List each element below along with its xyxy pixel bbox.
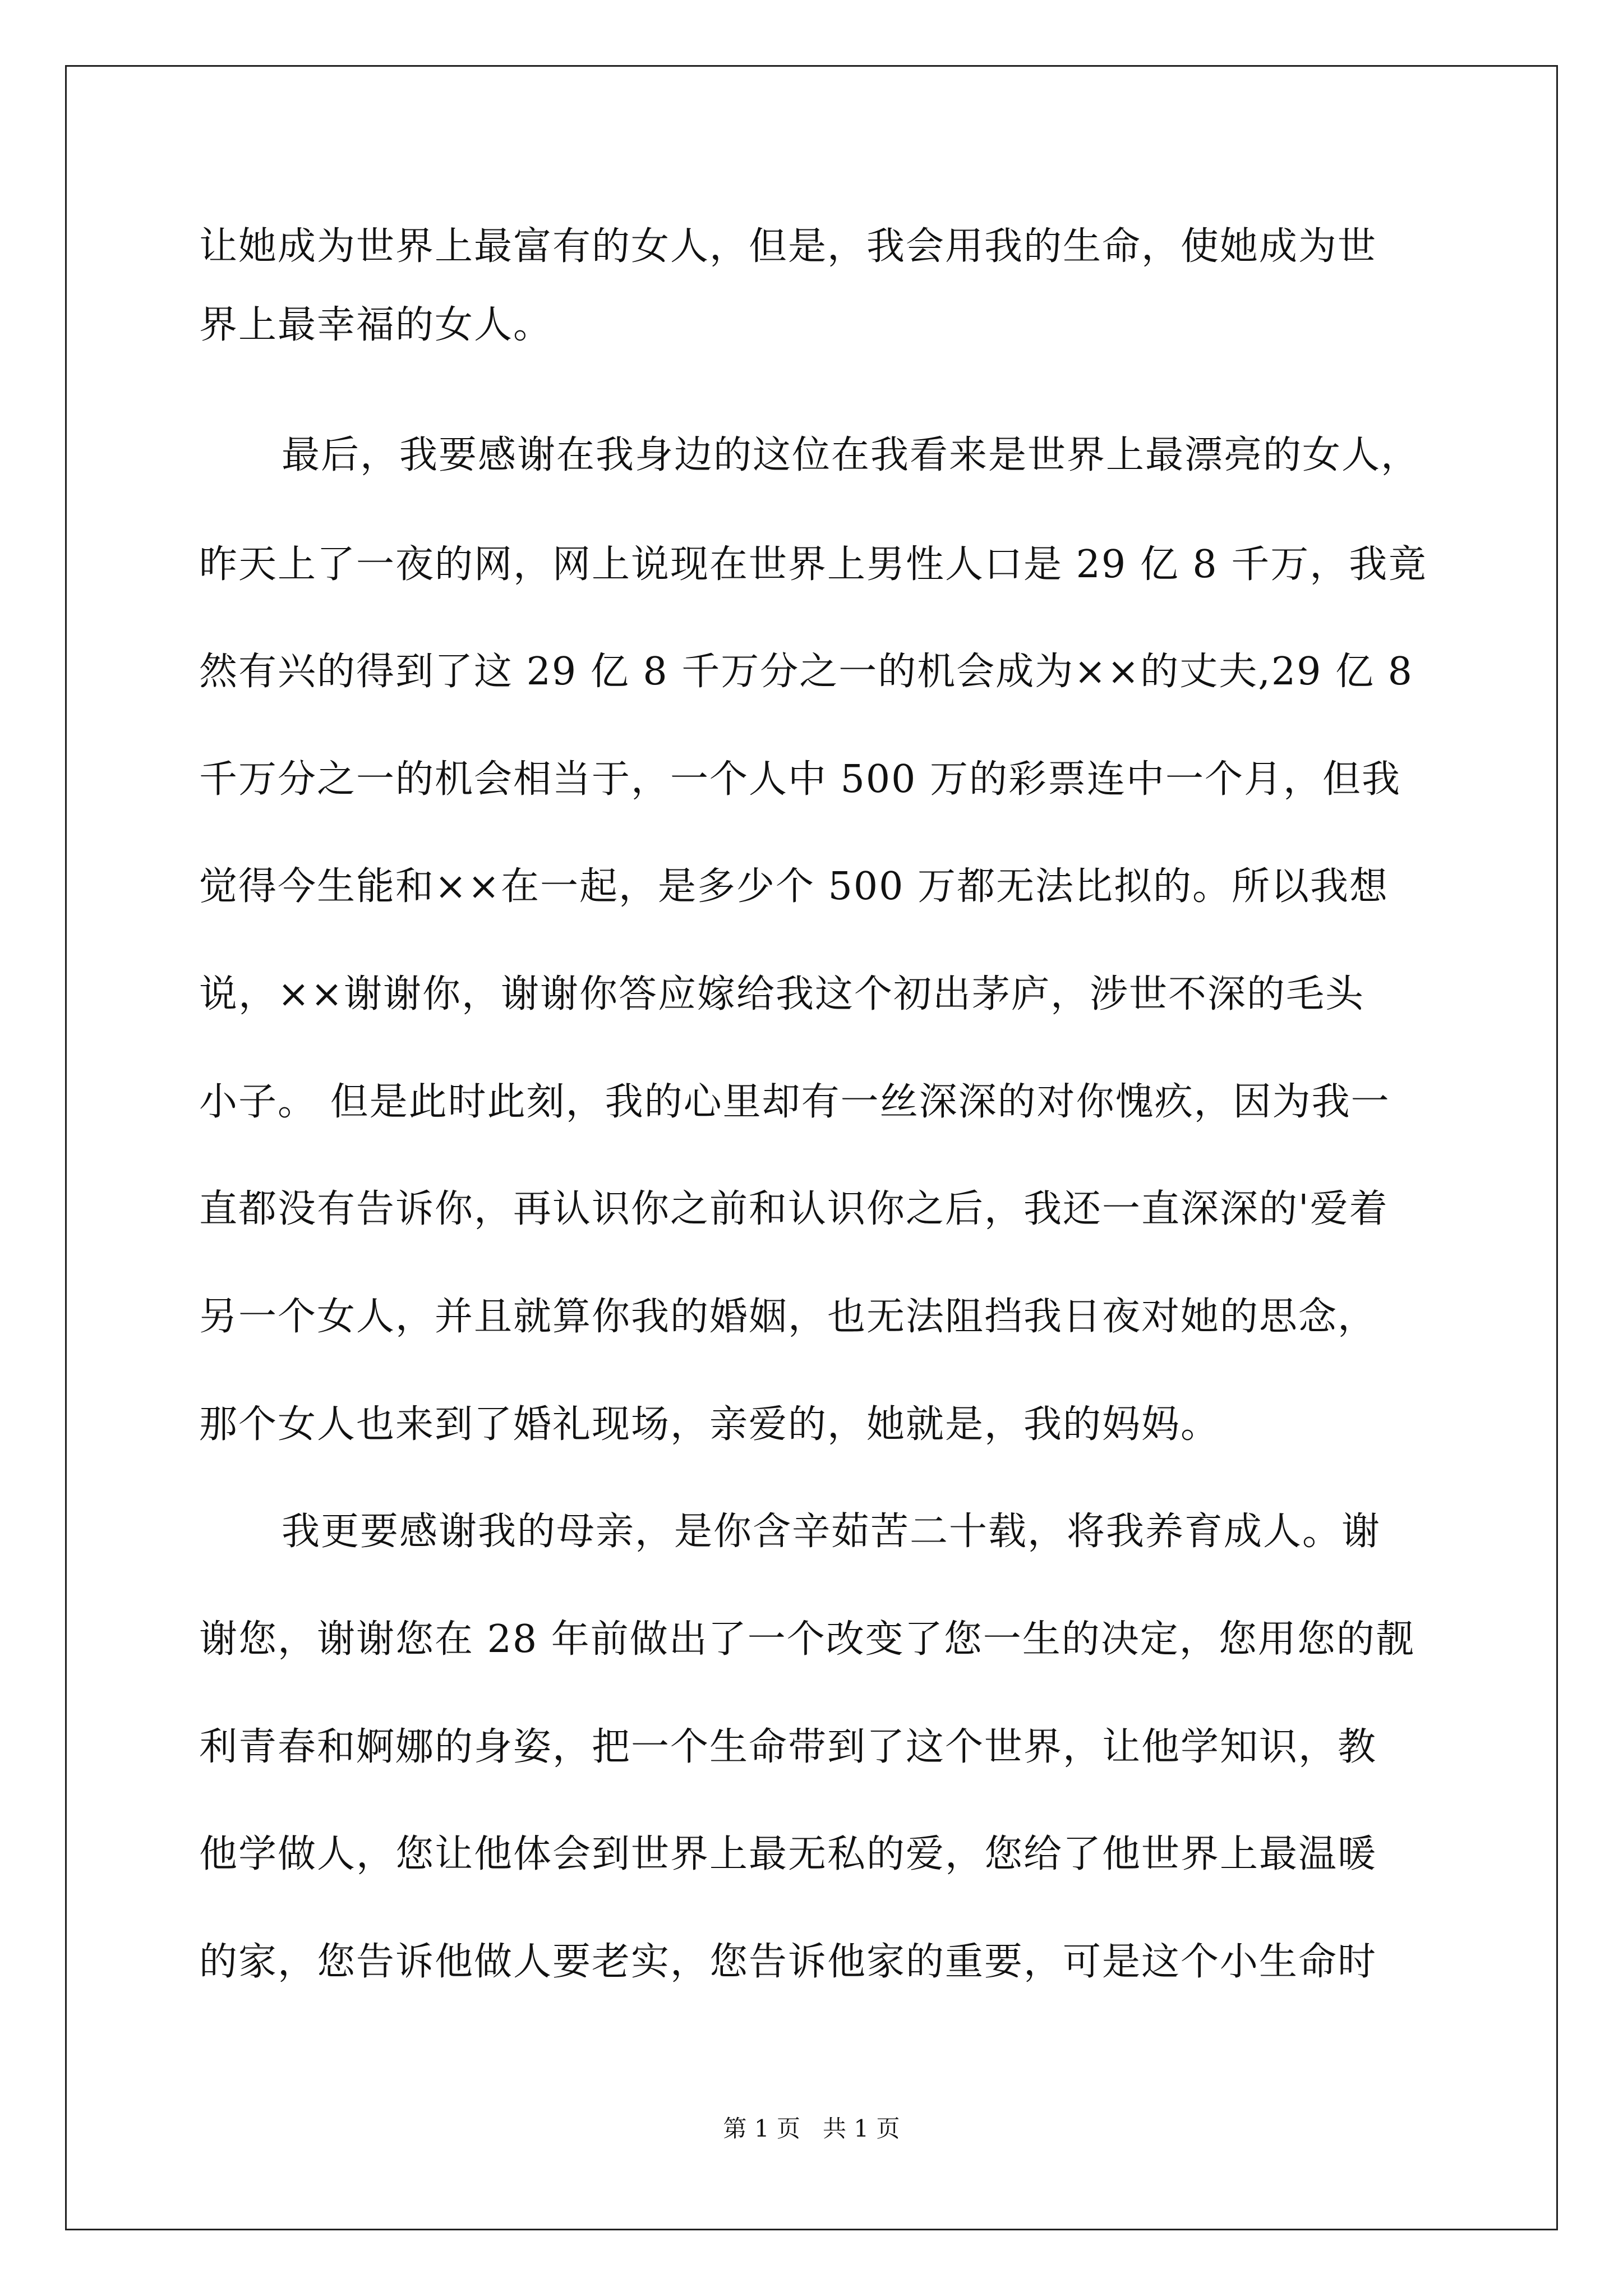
text-line: 那个女人也来到了婚礼现场，亲爱的，她就是，我的妈妈。 [199,1402,1220,1447]
text-line: 的家，您告诉他做人要老实，您告诉他家的重要，可是这个小生命时 [199,1940,1377,1984]
text-line: 利青春和婀娜的身姿，把一个生命带到了这个世界，让他学知识，教 [199,1725,1377,1769]
text-line: 直都没有告诉你，再认识你之前和认识你之后，我还一直深深的'爱着 [199,1187,1389,1231]
page-footer: 第 1 页 共 1 页 [723,2115,900,2142]
text-line: 小子。 但是此时此刻，我的心里却有一丝深深的对你愧疚，因为我一 [199,1080,1390,1124]
page-frame [65,65,1558,2230]
text-line: 他学做人，您让他体会到世界上最无私的爱，您给了他世界上最温暖 [199,1832,1377,1876]
text-line: 觉得今生能和××在一起，是多少个 500 万都无法比拟的。所以我想 [199,864,1389,909]
text-line: 谢您，谢谢您在 28 年前做出了一个改变了您一生的决定，您用您的靓 [199,1617,1415,1662]
text-line: 说，××谢谢你，谢谢你答应嫁给我这个初出茅庐，涉世不深的毛头 [199,972,1364,1016]
text-line: 界上最幸福的女人。 [199,303,553,347]
text-line: 另一个女人，并且就算你我的婚姻，也无法阻挡我日夜对她的思念， [199,1295,1377,1339]
text-line: 让她成为世界上最富有的女人，但是，我会用我的生命，使她成为世 [199,224,1377,269]
text-line: 最后，我要感谢在我身边的这位在我看来是世界上最漂亮的女人， [282,433,1421,477]
text-line: 我更要感谢我的母亲，是你含辛茹苦二十载，将我养育成人。谢 [282,1510,1381,1554]
text-line: 昨天上了一夜的网，网上说现在世界上男性人口是 29 亿 8 千万，我竟 [199,542,1428,587]
text-line: 然有兴的得到了这 29 亿 8 千万分之一的机会成为××的丈夫,29 亿 8 [199,650,1413,694]
text-line: 千万分之一的机会相当于，一个人中 500 万的彩票连中一个月，但我 [199,757,1401,802]
